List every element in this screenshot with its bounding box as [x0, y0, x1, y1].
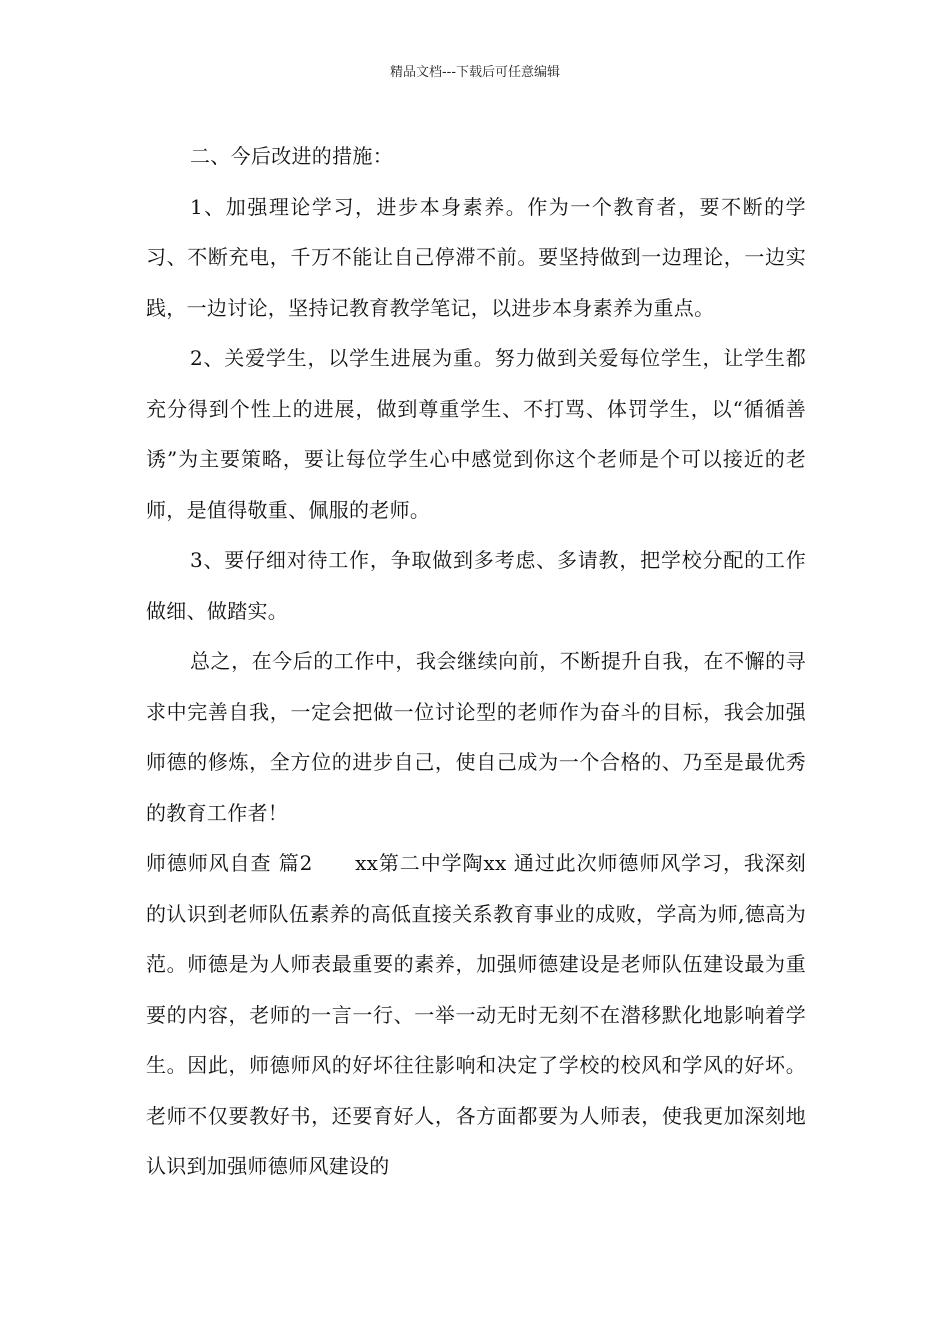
section-heading: 二、今后改进的措施： [190, 144, 393, 168]
paragraph-part-2: 师德师风自查 篇2 xx第二中学陶xx 通过此次师德师风学习，我深刻的认识到老师队伍素养的高低直接关系教育事业的成败，学高为师,德高为范。师德是为人师表最重要的素养，加强师德建设是老师队伍建设最为重要的内容，老师的一言一行、一举一动无时无刻不在潜移默化地影响着学生。因此，师德师风的好坏往往影响和决定了学校的校风和学风的好坏。老师不仅要教好书，还要育好人，各方面都要为人师表，使我更加深刻地认识到加强师德师风建设的 [146, 851, 806, 1178]
paragraph-item-3: 3、要仔细对待工作，争取做到多考虑、多请教，把学校分配的工作做细、做踏实。 [146, 548, 806, 623]
paragraph-item-1: 1、加强理论学习，进步本身素养。作为一个教育者，要不断的学习、不断充电，千万不能让自己停滞不前。要坚持做到一边理论，一边实践，一边讨论，坚持记教育教学笔记，以进步本身素养为重点。 [146, 194, 806, 320]
paragraph-summary: 总之，在今后的工作中，我会继续向前，不断提升自我，在不懈的寻求中完善自我，一定会把做一位讨论型的老师作为奋斗的目标，我会加强师德的修炼，全方位的进步自己，使自己成为一个合格的、乃至是最优秀的教育工作者！ [146, 649, 806, 825]
paragraph-item-2: 2、关爱学生，以学生进展为重。努力做到关爱每位学生，让学生都充分得到个性上的进展，做到尊重学生、不打骂、体罚学生，以“循循善诱”为主要策略，要让每位学生心中感觉到你这个老师是个可以接近的老师，是值得敬重、佩服的老师。 [146, 346, 806, 522]
page-header: 精品文档---下载后可任意编辑 [389, 65, 561, 80]
document-body [146, 131, 806, 1192]
